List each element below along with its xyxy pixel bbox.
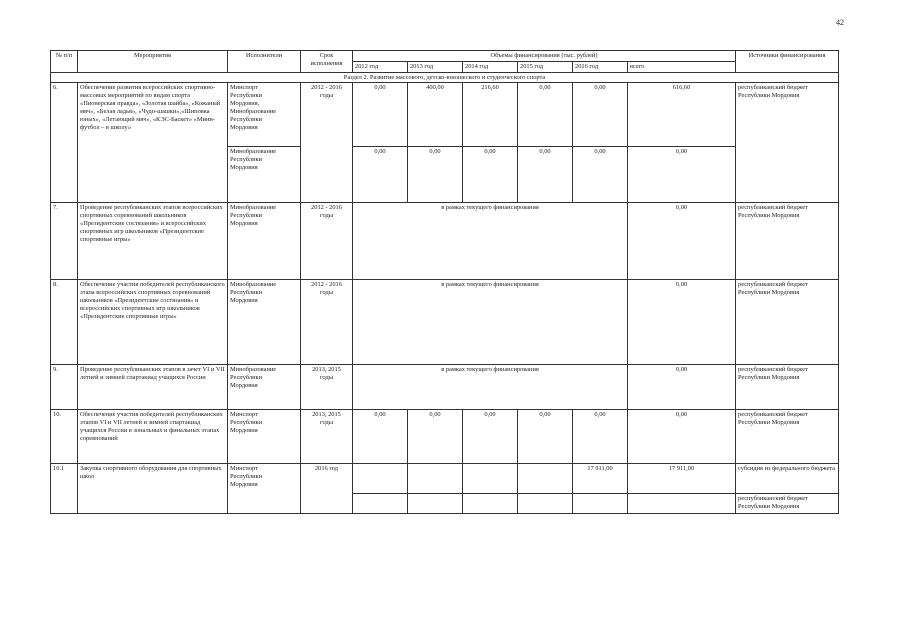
page-number: 42: [836, 18, 844, 27]
row-source: республиканский бюджет Республики Мордовия: [736, 410, 839, 464]
row-source: республиканский бюджет Республики Мордовия: [736, 83, 839, 203]
table-row: [51, 203, 839, 280]
row-executor: Минспорт Республики Мордовия, Минобразование Республики Мордовия: [228, 83, 301, 147]
value-cell: 616,60: [628, 83, 736, 147]
funding-note: в рамках текущего финансирования: [353, 365, 628, 410]
row-executor: Минспорт Республики Мордовия: [228, 464, 301, 514]
row-num: 10.1: [51, 464, 78, 514]
table-row: [51, 83, 839, 147]
value-cell: 0,00: [463, 410, 518, 464]
row-source: республиканский бюджет Республики Мордовия: [736, 203, 839, 280]
header-total: всего: [628, 61, 736, 72]
row-executor: Минобразование Республики Мордовия: [228, 280, 301, 365]
value-cell: 0,00: [408, 147, 463, 203]
row-term: 2013, 2015 годы: [301, 365, 353, 410]
value-cell: 0,00: [573, 147, 628, 203]
value-cell: 0,00: [628, 203, 736, 280]
row-event: Проведение республиканских этапов в зачет VI и VII летней и зимней спартакиад учащихся России: [78, 365, 228, 410]
header-year-2015: 2015 год: [518, 61, 573, 72]
value-cell: 0,00: [628, 280, 736, 365]
program-table: [50, 50, 839, 514]
row-num: 10.: [51, 410, 78, 464]
row-num: 9.: [51, 365, 78, 410]
header-year-2016: 2016 год: [573, 61, 628, 72]
table-row: [51, 464, 839, 494]
value-cell: 0,00: [408, 410, 463, 464]
row-num: 7.: [51, 203, 78, 280]
value-cell: 0,00: [518, 147, 573, 203]
funding-note: в рамках текущего финансирования: [353, 203, 628, 280]
header-executor: Исполнители: [228, 51, 301, 73]
row-executor: Минобразование Республики Мордовия: [228, 365, 301, 410]
row-term: 2012 - 2016 годы: [301, 83, 353, 203]
row-term: 2012 - 2016 годы: [301, 280, 353, 365]
section-title: Раздел 2. Развитие массового, детско-юношеского и студенческого спорта: [51, 72, 839, 83]
row-num: 8.: [51, 280, 78, 365]
value-cell: 400,00: [408, 83, 463, 147]
table-row: [51, 280, 839, 365]
value-cell: 0,00: [518, 83, 573, 147]
row-event: Обеспечение развития всероссийских спортивно-массовых мероприятий по видам спорта «Пионерская правда», «Золотая шайба», «Кожаный мяч», «Белая ладья», «Чудо-шашки»,«Шиповка юных», «Летающий мяч», «КЭС-Баскет» «Мини-футбол – в школу»: [78, 83, 228, 203]
header-event: Мероприятия: [78, 51, 228, 73]
value-cell: 17 911,00: [628, 464, 736, 494]
row-event: Обеспечение участия победителей республиканских этапов VI и VII летней и зимней спартакиад учащихся России в зональных и финальных этапах соревнований: [78, 410, 228, 464]
header-sources: Источники финансирования: [736, 51, 839, 73]
row-term: 2016 год: [301, 464, 353, 514]
row-num: 6.: [51, 83, 78, 203]
value-cell: 0,00: [353, 410, 408, 464]
value-cell: 0,00: [353, 83, 408, 147]
value-cell: 17 911,00: [573, 464, 628, 494]
row-source: республиканский бюджет Республики Мордовия: [736, 280, 839, 365]
table-row: [51, 410, 839, 464]
header-funding: Объемы финансирования (тыс. рублей): [353, 51, 736, 62]
row-source: субсидия из федерального бюджета: [736, 464, 839, 494]
value-cell: 0,00: [628, 410, 736, 464]
row-event: Закупка спортивного оборудования для спортивных школ: [78, 464, 228, 514]
value-cell: 0,00: [628, 365, 736, 410]
table-row: [51, 365, 839, 410]
value-cell: 0,00: [628, 147, 736, 203]
header-num: № п/п: [51, 51, 78, 73]
row-executor: Минобразование Республики Мордовия: [228, 147, 301, 203]
header-year-2012: 2012 год: [353, 61, 408, 72]
funding-note: в рамках текущего финансирования: [353, 280, 628, 365]
row-event: Обеспечение участия победителей республиканского этапа всероссийских спортивных соревнований школьников «Президентские состязания» и всероссийских спортивных игр школьников «Президентские спортивные игры»: [78, 280, 228, 365]
row-term: 2012 - 2016 годы: [301, 203, 353, 280]
header-year-2013: 2013 год: [408, 61, 463, 72]
value-cell: 0,00: [353, 147, 408, 203]
row-source: республиканский бюджет Республики Мордовия: [736, 494, 839, 514]
row-executor: Минобразование Республики Мордовия: [228, 203, 301, 280]
header-term: Срок исполнения: [301, 51, 353, 73]
header-year-2014: 2014 год: [463, 61, 518, 72]
value-cell: 216,60: [463, 83, 518, 147]
row-event: Проведение республиканских этапов всероссийских спортивных соревнований школьников «Президентские состязания» и всероссийских спортивных игр школьников «Президентские спортивные игры»: [78, 203, 228, 280]
row-source: республиканский бюджет Республики Мордовия: [736, 365, 839, 410]
value-cell: 0,00: [573, 83, 628, 147]
row-term: 2013, 2015 годы: [301, 410, 353, 464]
value-cell: 0,00: [463, 147, 518, 203]
row-executor: Минспорт Республики Мордовия: [228, 410, 301, 464]
value-cell: 0,00: [573, 410, 628, 464]
value-cell: 0,00: [518, 410, 573, 464]
